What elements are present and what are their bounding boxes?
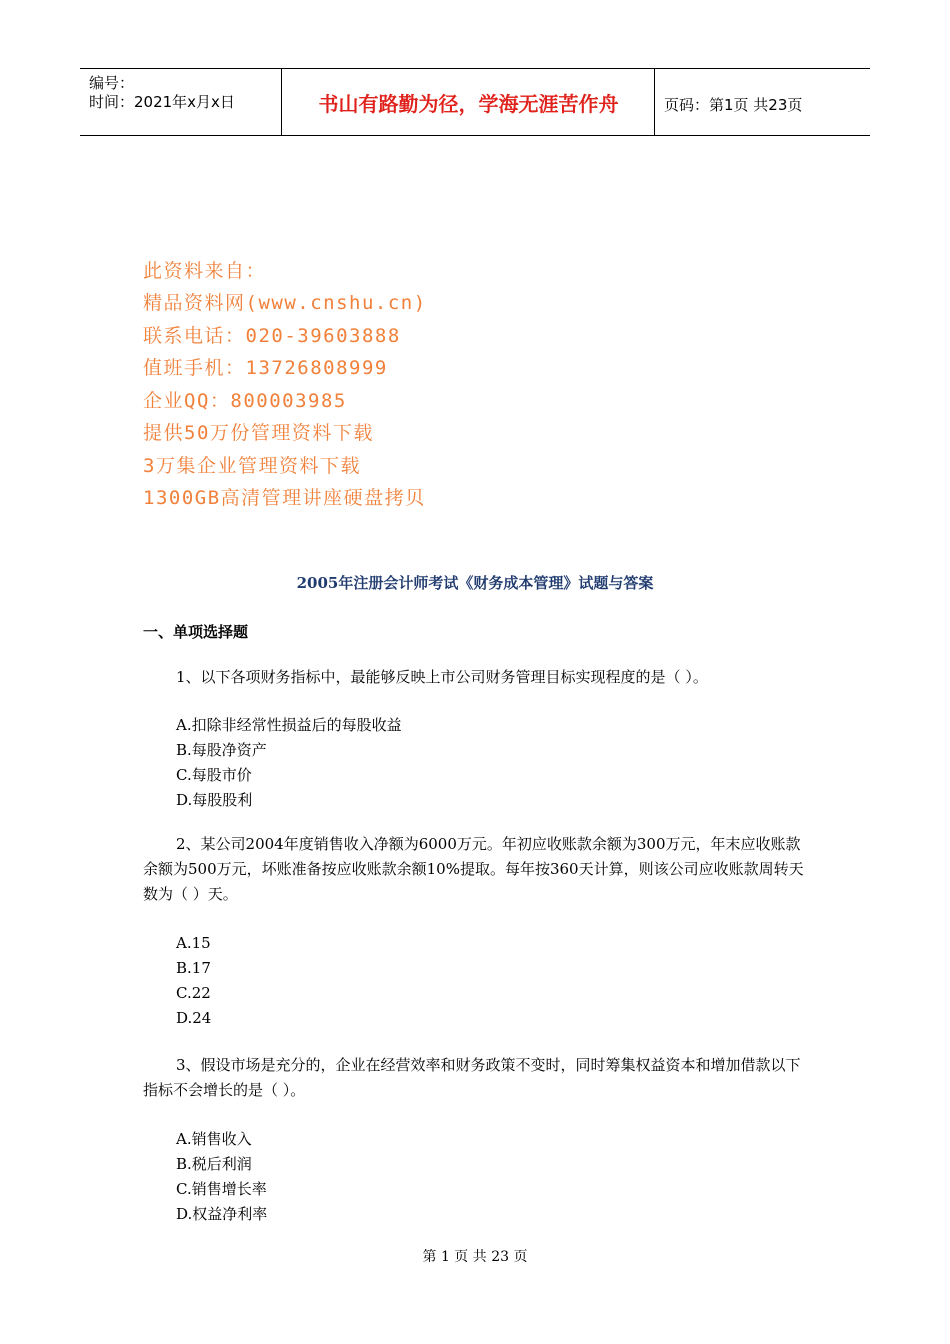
header-top-border	[80, 68, 870, 69]
date-line: 时间：2021年x月x日	[89, 93, 235, 111]
option-3d: D.权益净利率	[176, 1205, 268, 1223]
option-2b: B.17	[176, 959, 211, 977]
header-bottom-border	[80, 135, 870, 136]
source-line: 精品资料网(www.cnshu.cn)	[143, 292, 427, 314]
source-line: 值班手机：13726808999	[143, 357, 388, 379]
header-motto: 书山有路勤为径，学海无涯苦作舟	[318, 92, 619, 116]
option-1c: C.每股市价	[176, 766, 252, 784]
source-line: 1300GB高清管理讲座硬盘拷贝	[143, 487, 426, 509]
source-line: 3万集企业管理资料下载	[143, 455, 361, 477]
option-3a: A.销售收入	[176, 1130, 252, 1148]
serial-label: 编号：	[89, 74, 135, 92]
source-line: 提供50万份管理资料下载	[143, 422, 374, 444]
option-2a: A.15	[176, 934, 211, 952]
question-3: 3、假设市场是充分的，企业在经营效率和财务政策不变时，同时筹集权益资本和增加借款以下指标不会增长的是（ ）。	[143, 1056, 801, 1099]
question-1: 1、以下各项财务指标中，最能够反映上市公司财务管理目标实现程度的是（ ）。	[176, 668, 708, 686]
option-3b: B.税后利润	[176, 1155, 252, 1173]
source-line: 企业QQ：800003985	[143, 390, 347, 412]
option-1b: B.每股净资产	[176, 741, 267, 759]
option-2d: D.24	[176, 1009, 212, 1027]
option-3c: C.销售增长率	[176, 1180, 267, 1198]
source-line: 此资料来自：	[143, 260, 267, 282]
option-2c: C.22	[176, 984, 211, 1002]
question-2: 2、某公司2004年度销售收入净额为6000万元。年初应收账款余额为300万元，年末应收账款余额为500万元，坏账准备按应收账款余额10%提取。每年按360天计算，则该公司应收账款周转天数为（ ）天。	[143, 835, 804, 903]
option-1a: A.扣除非经常性损益后的每股收益	[176, 716, 402, 734]
option-1d: D.每股股利	[176, 791, 253, 809]
section-heading: 一、单项选择题	[143, 623, 249, 641]
source-line: 联系电话：020-39603888	[143, 325, 401, 347]
document-title: 2005年注册会计师考试《财务成本管理》试题与答案	[296, 574, 654, 592]
page-info: 页码：第1页 共23页	[664, 96, 803, 114]
page-footer: 第 1 页 共 23 页	[422, 1249, 528, 1265]
